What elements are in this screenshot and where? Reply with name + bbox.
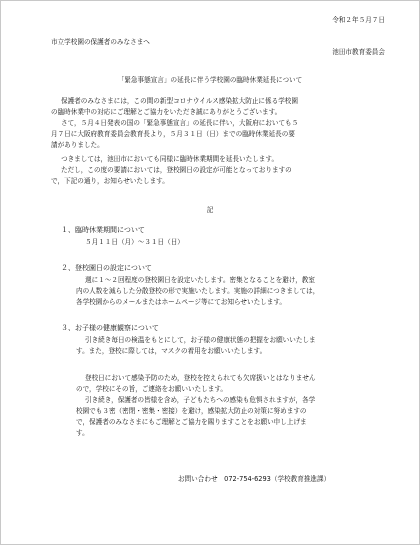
intro-line: さて，５月４日発表の国の「緊急事態宣言」の延長に伴い，大阪府においても５ bbox=[61, 119, 299, 127]
closing-line: 引き続き，保護者の皆様を含め，子どもたちへの感染も危惧されますが，各学 bbox=[85, 396, 316, 404]
document-date: 令和２年５月７日 bbox=[332, 16, 385, 24]
section-heading-attendance: ２、登校園日の設定について bbox=[61, 264, 152, 272]
intro-line: の臨時休業中の対応にご理解とご協力をいただき誠にありがとうございます。 bbox=[51, 108, 282, 116]
section-line: 各学校園からのメールまたはホームページ等にてお知らせいたします。 bbox=[76, 298, 287, 306]
section-line: 引き続き毎日の検温をもとにして，お子様の健康状態の把握をお願いいたしま bbox=[85, 336, 316, 344]
section-heading-health: ３、お子様の健康観察について bbox=[61, 324, 159, 332]
section-line: ５月１１日（月）～３１日（日） bbox=[85, 238, 184, 246]
closing-line: で，保護者のみなさまにもご理解とご協力を賜りますことをお願い申し上げま bbox=[76, 418, 307, 426]
contact-info: お問い合わせ 072-754-6293（学校教育推進課） bbox=[178, 475, 331, 483]
closing-line: ので，学校にその旨，ご連絡をお願いいたします。 bbox=[76, 385, 227, 393]
closing-line: 登校日において感染予防のため，登校を控えられても欠席扱いとはなりません bbox=[85, 374, 316, 382]
intro-line: つきましては，池田市においても同様に臨時休業期間を延長いたします。 bbox=[61, 155, 279, 163]
closing-line: す。 bbox=[76, 429, 89, 437]
intro-line: で，下記の通り，お知らせいたします。 bbox=[51, 177, 169, 185]
document-title: 「緊急事態宣言」の延長に伴う学校園の臨時休業延長について bbox=[117, 76, 303, 84]
section-line: 内の人数を減らした分散登校の形で実施いたします。実施の詳細につきましては， bbox=[76, 287, 320, 295]
intro-line: 月７日に大阪府教育委員会教育長より，５月３１日（日）までの臨時休業延長の要 bbox=[51, 130, 295, 138]
ki-marker: 記 bbox=[206, 206, 214, 214]
intro-line: 請がありました。 bbox=[51, 141, 104, 149]
section-heading-period: １、臨時休業期間について bbox=[61, 226, 145, 234]
section-line: す。また，登校に際しては，マスクの着用をお願いいたします。 bbox=[76, 347, 267, 355]
intro-line: 保護者のみなさまには，この間の新型コロナウイルス感染拡大防止に係る学校園 bbox=[61, 97, 298, 105]
closing-line: 校園でも３密（密閉・密集・密接）を避け，感染拡大防止の対策に努めますの bbox=[76, 407, 307, 415]
sender-line: 池田市教育委員会 bbox=[332, 48, 385, 56]
recipient-line: 市立学校園の保護者のみなさまへ bbox=[51, 38, 150, 46]
section-line: 週に１～２回程度の登校園日を設定いたします。密集となることを避け，教室 bbox=[85, 276, 315, 284]
intro-line: ただし，この度の要請においては，登校園日の設定が可能となっておりますの bbox=[61, 166, 292, 174]
